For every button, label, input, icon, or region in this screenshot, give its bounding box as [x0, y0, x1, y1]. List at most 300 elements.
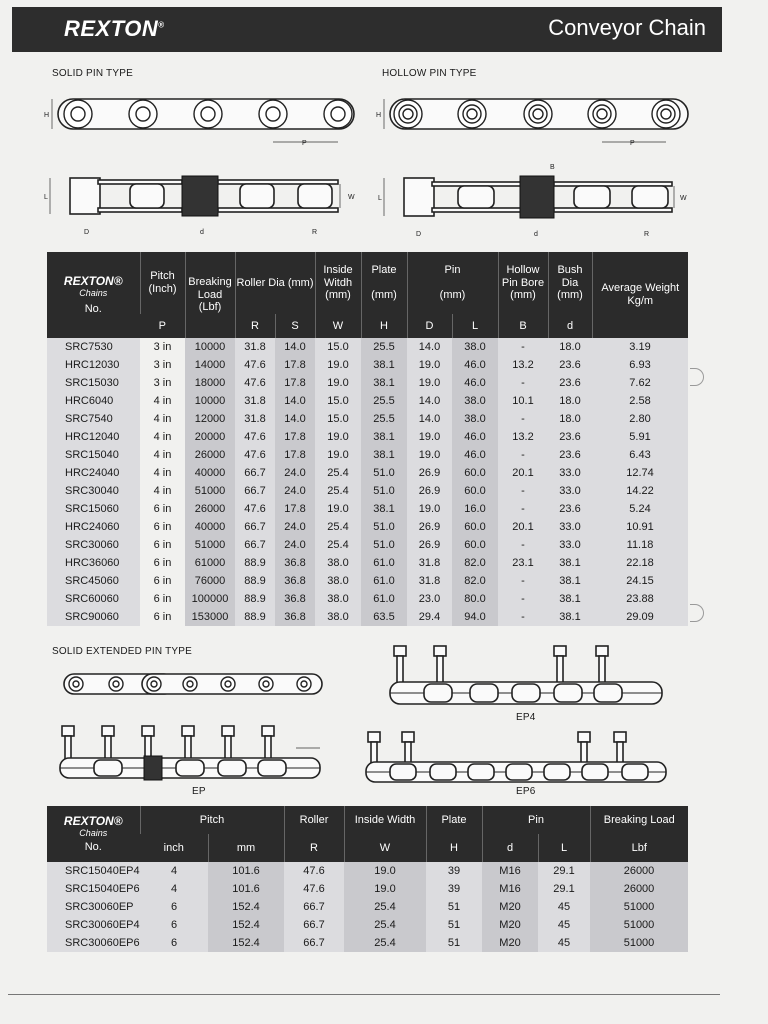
table-cell: 6	[140, 916, 208, 934]
table-cell: 33.0	[548, 482, 592, 500]
t2-sub-r: R	[284, 834, 344, 862]
inside-width-header: Inside Witdh (mm)	[315, 252, 361, 314]
t2-sub-w: W	[344, 834, 426, 862]
table-cell: 88.9	[235, 554, 275, 572]
table-cell: 24.0	[275, 518, 315, 536]
table-cell: 29.09	[592, 608, 688, 626]
table-cell: HRC6040	[47, 392, 140, 410]
table-cell: 5.24	[592, 500, 688, 518]
table-cell: 14.0	[275, 392, 315, 410]
table-cell: HRC12040	[47, 428, 140, 446]
table-cell: 60.0	[452, 482, 498, 500]
dim-d: D	[84, 229, 90, 236]
table-cell: 25.4	[315, 518, 361, 536]
table-cell: 36.8	[275, 590, 315, 608]
t2-sub-inch: inch	[140, 834, 208, 862]
table-cell: 26.9	[407, 518, 452, 536]
table-cell: 11.18	[592, 536, 688, 554]
table-cell: 31.8	[235, 338, 275, 356]
t2-breaking-load-header: Breaking Load	[590, 806, 688, 834]
plate-header-unit: (mm)	[371, 289, 397, 302]
table-cell: 19.0	[407, 374, 452, 392]
table-cell: 47.6	[235, 356, 275, 374]
table-cell: 45	[538, 898, 590, 916]
table-cell: 6 in	[140, 590, 185, 608]
table1-brand-sub: Chains	[79, 288, 108, 299]
table-cell: 14.0	[407, 338, 452, 356]
table-cell: SRC7540	[47, 410, 140, 428]
t2-sub-lbf: Lbf	[590, 834, 688, 862]
table-cell: 38.1	[361, 446, 407, 464]
table-cell: 31.8	[235, 410, 275, 428]
table-row	[47, 572, 688, 590]
table-cell: 38.1	[361, 356, 407, 374]
table-row	[47, 554, 688, 572]
table-cell: 36.8	[275, 608, 315, 626]
table-cell: 66.7	[235, 536, 275, 554]
table-cell: M16	[482, 862, 538, 880]
table-row	[47, 428, 688, 446]
dim-d-small-hollow: d	[534, 231, 538, 238]
ep6-label: EP6	[516, 786, 536, 797]
table-cell: 15.0	[315, 392, 361, 410]
table-row	[47, 464, 688, 482]
table-cell: 29.1	[538, 880, 590, 898]
table-cell: 153000	[185, 608, 235, 626]
hollow-pin-label: HOLLOW PIN TYPE	[382, 68, 477, 79]
footer-rule	[8, 994, 720, 995]
table-cell: -	[498, 374, 548, 392]
table-cell: 66.7	[284, 934, 344, 952]
dim-h: H	[44, 112, 50, 119]
registered-mark: ®	[158, 20, 165, 30]
table-cell: 88.9	[235, 608, 275, 626]
table-cell: 38.1	[548, 572, 592, 590]
extended-pin-spec-table	[47, 806, 688, 952]
table-cell: 20.1	[498, 464, 548, 482]
table-cell: 10000	[185, 338, 235, 356]
table-cell: 14.0	[275, 338, 315, 356]
table-cell: 6 in	[140, 608, 185, 626]
table-cell: 51	[426, 934, 482, 952]
table-cell: HRC24040	[47, 464, 140, 482]
hollow-pin-side-view-diagram	[372, 88, 702, 158]
table-cell: 38.0	[315, 590, 361, 608]
ep4-label: EP4	[516, 712, 536, 723]
table-row	[47, 374, 688, 392]
table-cell: 46.0	[452, 446, 498, 464]
table-cell: 19.0	[315, 374, 361, 392]
table-cell: 6 in	[140, 536, 185, 554]
table-cell: 15.0	[315, 410, 361, 428]
ep-label: EP	[192, 786, 206, 797]
table-cell: 25.4	[344, 898, 426, 916]
table-cell: 66.7	[235, 482, 275, 500]
table-row	[47, 338, 688, 356]
table-cell: 4 in	[140, 446, 185, 464]
table2-body	[47, 862, 688, 952]
table-cell: HRC36060	[47, 554, 140, 572]
table-cell: 66.7	[235, 464, 275, 482]
table-row	[47, 392, 688, 410]
table-cell: -	[498, 536, 548, 554]
table-cell: 38.0	[315, 608, 361, 626]
table-cell: 14.0	[407, 410, 452, 428]
table-cell: 38.1	[361, 428, 407, 446]
table-cell: 6 in	[140, 500, 185, 518]
table-cell: 23.0	[407, 590, 452, 608]
t2-plate-header: Plate	[426, 806, 482, 834]
table-cell: 2.80	[592, 410, 688, 428]
table1-no-label: No.	[84, 302, 102, 315]
table-cell: 5.91	[592, 428, 688, 446]
table-cell: 47.6	[235, 500, 275, 518]
sub-r: R	[235, 314, 275, 338]
table-cell: 19.0	[315, 356, 361, 374]
table2-brand: REXTON®	[63, 813, 123, 828]
pitch-header: Pitch (Inch)	[140, 252, 185, 314]
table-cell: 82.0	[452, 572, 498, 590]
table2-no-label: No.	[84, 840, 102, 853]
table-cell: 4	[140, 862, 208, 880]
table-row	[47, 446, 688, 464]
breaking-load-header: Breaking Load (Lbf)	[185, 252, 235, 338]
table-cell: 51000	[590, 916, 688, 934]
table-cell: 47.6	[235, 428, 275, 446]
table-cell: 10.91	[592, 518, 688, 536]
table-cell: 88.9	[235, 590, 275, 608]
conveyor-chain-spec-table	[47, 252, 688, 626]
brand-name: REXTON	[64, 16, 159, 41]
table-row	[47, 590, 688, 608]
table2-brand-header	[47, 806, 140, 862]
table-cell: 25.5	[361, 410, 407, 428]
table-cell: 45	[538, 934, 590, 952]
table-cell: 80.0	[452, 590, 498, 608]
dim-d-small: d	[200, 229, 204, 236]
t2-inside-width-header: Inside Width	[344, 806, 426, 834]
plate-header	[361, 252, 407, 314]
table-cell: 23.6	[548, 446, 592, 464]
plate-header-label: Plate	[371, 264, 397, 277]
dim-p-hollow: P	[630, 140, 635, 147]
table-cell: 47.6	[235, 374, 275, 392]
t2-pin-header: Pin	[482, 806, 590, 834]
table-cell: SRC90060	[47, 608, 140, 626]
dim-h-hollow: H	[376, 112, 382, 119]
table-cell: 26.9	[407, 482, 452, 500]
table-cell: SRC30040	[47, 482, 140, 500]
table-cell: 18000	[185, 374, 235, 392]
table-cell: SRC15030	[47, 374, 140, 392]
table-row	[47, 500, 688, 518]
table-cell: 23.88	[592, 590, 688, 608]
table-cell: 51000	[185, 536, 235, 554]
table-cell: 152.4	[208, 934, 284, 952]
table-cell: 17.8	[275, 428, 315, 446]
table-cell: 24.0	[275, 464, 315, 482]
table-cell: 51.0	[361, 518, 407, 536]
table-cell: SRC15040	[47, 446, 140, 464]
table-cell: 46.0	[452, 374, 498, 392]
table-cell: 31.8	[235, 392, 275, 410]
table-cell: 3 in	[140, 374, 185, 392]
dim-l: L	[44, 194, 48, 201]
table-cell: 4	[140, 880, 208, 898]
table-cell: 47.6	[235, 446, 275, 464]
table-cell: SRC15040EP6	[47, 880, 140, 898]
sub-d: D	[407, 314, 452, 338]
table-cell: 40000	[185, 518, 235, 536]
table-cell: 29.1	[538, 862, 590, 880]
t2-roller-header: Roller	[284, 806, 344, 834]
pin-header	[407, 252, 498, 314]
table-cell: 26.9	[407, 536, 452, 554]
table-cell: 36.8	[275, 554, 315, 572]
table-cell: 51.0	[361, 536, 407, 554]
table-cell: 61000	[185, 554, 235, 572]
table-cell: 26000	[590, 862, 688, 880]
table-cell: 23.6	[548, 428, 592, 446]
table-cell: 6.43	[592, 446, 688, 464]
table-cell: 10000	[185, 392, 235, 410]
table-cell: 6 in	[140, 572, 185, 590]
table-cell: 94.0	[452, 608, 498, 626]
table-cell: M20	[482, 916, 538, 934]
table-cell: 29.4	[407, 608, 452, 626]
table-cell: 38.0	[315, 554, 361, 572]
table-cell: 4 in	[140, 392, 185, 410]
table-cell: 4 in	[140, 464, 185, 482]
table-cell: 60.0	[452, 464, 498, 482]
table-cell: 18.0	[548, 338, 592, 356]
table-cell: 4 in	[140, 428, 185, 446]
table-cell: 19.0	[344, 880, 426, 898]
table-cell: 26000	[185, 446, 235, 464]
table-row	[47, 916, 688, 934]
table-cell: 18.0	[548, 410, 592, 428]
table-cell: 25.4	[315, 482, 361, 500]
table-cell: -	[498, 338, 548, 356]
table-cell: 25.4	[315, 536, 361, 554]
table-cell: 25.5	[361, 338, 407, 356]
table-cell: 23.6	[548, 356, 592, 374]
dim-p: P	[302, 140, 307, 147]
t2-sub-l: L	[538, 834, 590, 862]
table-cell: SRC15060	[47, 500, 140, 518]
table-cell: 4 in	[140, 482, 185, 500]
table-cell: 31.8	[407, 572, 452, 590]
table-cell: -	[498, 446, 548, 464]
table-cell: 6	[140, 898, 208, 916]
table-cell: SRC30060EP6	[47, 934, 140, 952]
table-cell: HRC24060	[47, 518, 140, 536]
hollow-pin-bore-header: Hollow Pin Bore (mm)	[498, 252, 548, 314]
solid-pin-plan-view-diagram	[40, 166, 370, 238]
table-cell: -	[498, 608, 548, 626]
table-cell: 23.1	[498, 554, 548, 572]
table-cell: 152.4	[208, 916, 284, 934]
table-cell: 24.0	[275, 482, 315, 500]
table-cell: 13.2	[498, 428, 548, 446]
table-cell: 38.0	[315, 572, 361, 590]
ep4-attachment-diagram	[388, 642, 668, 712]
sub-b: B	[498, 314, 548, 338]
table-cell: 3.19	[592, 338, 688, 356]
dim-w: W	[348, 194, 355, 201]
table1-brand: REXTON®	[63, 273, 123, 288]
t2-sub-h: H	[426, 834, 482, 862]
punch-hole-mark	[690, 604, 704, 622]
table2-brand-sub: Chains	[79, 828, 108, 839]
table-cell: 51	[426, 916, 482, 934]
table-cell: SRC30060EP4	[47, 916, 140, 934]
table-cell: 51.0	[361, 482, 407, 500]
average-weight-header: Average Weight Kg/m	[592, 252, 688, 338]
table-cell: 152.4	[208, 898, 284, 916]
solid-extended-pin-label: SOLID EXTENDED PIN TYPE	[52, 646, 193, 657]
table-cell: 14.22	[592, 482, 688, 500]
table-cell: 39	[426, 880, 482, 898]
table-cell: 33.0	[548, 464, 592, 482]
t2-sub-mm: mm	[208, 834, 284, 862]
solid-pin-label: SOLID PIN TYPE	[52, 68, 133, 79]
table-cell: 47.6	[284, 862, 344, 880]
roller-header: Roller Dia (mm)	[235, 252, 315, 314]
header-bar	[12, 7, 722, 52]
table-cell: 17.8	[275, 374, 315, 392]
table-row	[47, 410, 688, 428]
table-cell: 101.6	[208, 880, 284, 898]
table-cell: 60.0	[452, 518, 498, 536]
bush-dia-header: Bush Dia (mm)	[548, 252, 592, 314]
extended-pin-top-view-diagram	[60, 668, 330, 704]
dim-r: R	[312, 229, 318, 236]
dim-d-hollow: D	[416, 231, 422, 238]
table-cell: 66.7	[284, 898, 344, 916]
table1-body	[47, 338, 688, 626]
ep6-attachment-diagram	[364, 728, 670, 788]
table-cell: 6	[140, 934, 208, 952]
table-cell: 26.9	[407, 464, 452, 482]
table-cell: 31.8	[407, 554, 452, 572]
table-cell: 17.8	[275, 446, 315, 464]
table-cell: 61.0	[361, 572, 407, 590]
table1-brand-header	[47, 252, 140, 338]
table-cell: 2.58	[592, 392, 688, 410]
dim-b: B	[550, 164, 555, 171]
table-cell: 61.0	[361, 554, 407, 572]
table-cell: 19.0	[315, 500, 361, 518]
table-cell: 51	[426, 898, 482, 916]
sub-s: S	[275, 314, 315, 338]
table-cell: 3 in	[140, 338, 185, 356]
table-cell: 38.1	[361, 374, 407, 392]
table-cell: 38.1	[548, 554, 592, 572]
table-row	[47, 880, 688, 898]
table-cell: 19.0	[315, 446, 361, 464]
table-row	[47, 862, 688, 880]
table-row	[47, 608, 688, 626]
table-cell: 3 in	[140, 356, 185, 374]
table-cell: 38.1	[548, 590, 592, 608]
table-cell: 38.1	[548, 608, 592, 626]
table-cell: -	[498, 500, 548, 518]
table-row	[47, 482, 688, 500]
table-cell: 20000	[185, 428, 235, 446]
punch-hole-mark	[690, 368, 704, 386]
table-cell: SRC30060	[47, 536, 140, 554]
table-row	[47, 536, 688, 554]
table-cell: 4 in	[140, 410, 185, 428]
table-cell: 6.93	[592, 356, 688, 374]
dim-l-hollow: L	[378, 195, 382, 202]
table-cell: 25.4	[344, 916, 426, 934]
table-cell: 19.0	[407, 356, 452, 374]
table-cell: SRC7530	[47, 338, 140, 356]
table-cell: 39	[426, 862, 482, 880]
table-cell: 15.0	[315, 338, 361, 356]
table-cell: 60.0	[452, 536, 498, 554]
table-cell: 66.7	[284, 916, 344, 934]
pin-header-label: Pin	[444, 264, 461, 277]
table-cell: 16.0	[452, 500, 498, 518]
table-cell: SRC60060	[47, 590, 140, 608]
table-cell: 38.0	[452, 338, 498, 356]
table-cell: 14000	[185, 356, 235, 374]
ep-attachment-diagram	[58, 722, 328, 784]
sub-w: W	[315, 314, 361, 338]
table-cell: 61.0	[361, 590, 407, 608]
table-cell: 45	[538, 916, 590, 934]
table-cell: 33.0	[548, 536, 592, 554]
table-row	[47, 518, 688, 536]
table-cell: 40000	[185, 464, 235, 482]
table-cell: 14.0	[275, 410, 315, 428]
table-cell: 23.6	[548, 500, 592, 518]
table-cell: 25.4	[315, 464, 361, 482]
table-row	[47, 934, 688, 952]
table-cell: M16	[482, 880, 538, 898]
table-cell: 23.6	[548, 374, 592, 392]
table-cell: 36.8	[275, 572, 315, 590]
table-cell: 47.6	[284, 880, 344, 898]
sub-p: P	[140, 314, 185, 338]
table-cell: 22.18	[592, 554, 688, 572]
table-cell: 88.9	[235, 572, 275, 590]
table-cell: 6 in	[140, 554, 185, 572]
table-cell: 19.0	[407, 446, 452, 464]
table-cell: 10.1	[498, 392, 548, 410]
t2-pitch-header: Pitch	[140, 806, 284, 834]
table-cell: 13.2	[498, 356, 548, 374]
brand-logo	[64, 16, 165, 42]
table-cell: 14.0	[407, 392, 452, 410]
table-cell: 51000	[590, 898, 688, 916]
table-cell: HRC12030	[47, 356, 140, 374]
table-cell: -	[498, 410, 548, 428]
hollow-pin-plan-view-diagram	[372, 160, 702, 240]
sub-h: H	[361, 314, 407, 338]
table-cell: -	[498, 590, 548, 608]
table-cell: SRC45060	[47, 572, 140, 590]
table-cell: M20	[482, 934, 538, 952]
table-cell: 17.8	[275, 356, 315, 374]
table-cell: M20	[482, 898, 538, 916]
table-cell: 63.5	[361, 608, 407, 626]
table-cell: 25.5	[361, 392, 407, 410]
table-cell: 7.62	[592, 374, 688, 392]
